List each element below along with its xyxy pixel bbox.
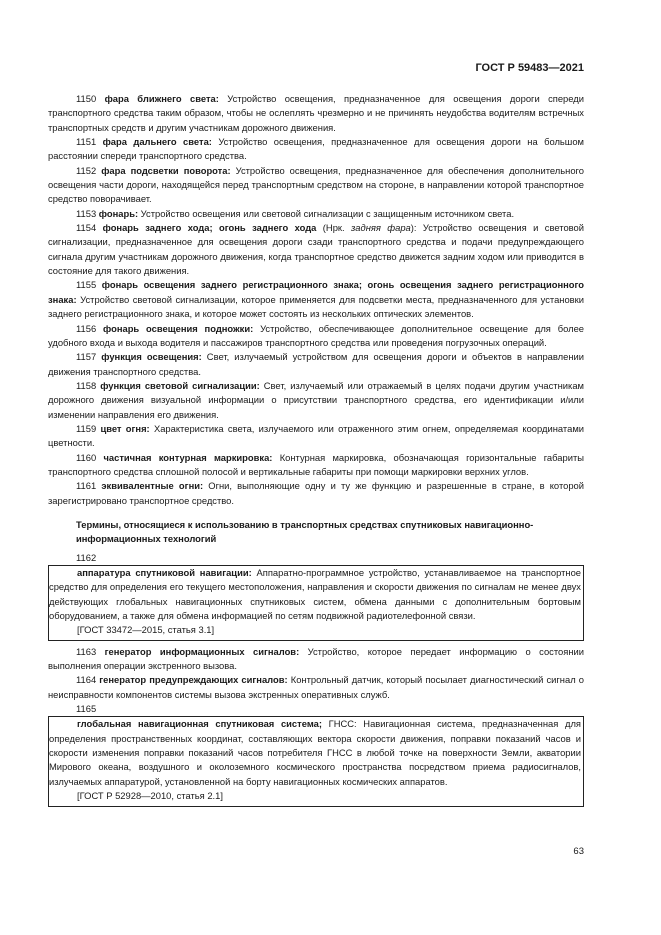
entry-definition: Свет, излучаемый устройством для освещения дороги и объектов в направлении движения транспортного средства. <box>48 351 584 377</box>
entry-term: фара подсветки поворота: <box>101 164 231 176</box>
entry-number: 1152 <box>76 164 97 176</box>
entry-number: 1151 <box>76 136 97 148</box>
entry-definition: Характеристика света, излучаемого или отраженного этим огнем, определяемая координатами цветности. <box>48 422 584 449</box>
entry-number: 1164 <box>76 674 97 686</box>
term-entry <box>48 422 584 451</box>
entry-term: фара ближнего света: <box>104 93 219 104</box>
term-entries-list-2 <box>48 645 584 702</box>
entry-term: фара дальнего света: <box>102 136 212 148</box>
box2-source: [ГОСТ Р 52928—2010, статья 2.1] <box>77 790 223 802</box>
term-entry <box>48 278 584 321</box>
entry-definition: Устройство, которое передает информацию о состоянии выполнения операции экстренного вызова. <box>48 645 584 672</box>
term-entry <box>48 135 584 164</box>
entry-term: частичная контурная маркировка: <box>103 451 273 463</box>
box1-number: 1162 <box>76 551 97 563</box>
box2-def: ГНСС: Навигационная система, предназначенная для определения пространственных координат, составляющих вектора скорости движения, поправки показаний часов и скорости изменения поправки показаний часов потребителя ГНСС в любой точке на поверхности Земли, акватории Мирового океана, воздушного и околоземного космического пространства посредством приема радиосигналов, излучаемых аппаратурой, установленной на борту навигационных космических аппаратов. <box>49 718 581 787</box>
entry-number: 1157 <box>76 351 97 363</box>
term-entries-list <box>48 92 584 508</box>
term-entry <box>48 92 584 135</box>
entry-term: функция освещения: <box>101 351 202 363</box>
entry-number: 1163 <box>76 645 97 657</box>
entry-definition: Устройство освещения или световой сигнализации с защищенным источником света. <box>138 207 515 219</box>
entry-definition: Устройство, обеспечивающее дополнительное освещение для более удобного входа и выхода водителя и пассажиров транспортного средства или проведения погрузочных операций. <box>48 322 584 348</box>
entry-def-prefix: (Нрк. <box>316 222 352 234</box>
section-title: Термины, относящиеся к использованию в транспортных средствах спутниковых навигационно-информационных технологий <box>76 518 534 545</box>
entry-number: 1158 <box>76 379 97 391</box>
entry-number: 1160 <box>76 451 97 463</box>
term-box-1162 <box>48 565 584 641</box>
document-body <box>48 92 584 807</box>
entry-definition: Устройство освещения, предназначенное для освещения дороги спереди транспортного средства таким образом, чтобы не ослеплять чрезмерно и не причинять неудобства водителям встречных транспортных средств и другим участникам дорожного движения. <box>48 93 584 133</box>
term-entry <box>48 164 584 207</box>
entry-term: функция световой сигнализации: <box>100 379 260 391</box>
page-number: 63 <box>573 846 584 857</box>
entry-term: фонарь: <box>98 207 139 219</box>
entry-deprecated-term: задняя фара <box>351 222 411 234</box>
term-entry <box>48 207 584 221</box>
entry-term: фонарь освещения заднего регистрационного знака; огонь освещения заднего регистрационного знака: <box>48 279 584 305</box>
entry-term: генератор предупреждающих сигналов: <box>99 674 288 686</box>
term-entry <box>48 451 584 480</box>
entry-term: фонарь заднего хода; огонь заднего хода <box>102 222 317 234</box>
term-entry <box>48 350 584 379</box>
box1-term: аппаратура спутниковой навигации: <box>77 567 252 578</box>
entry-definition: Контурная маркировка, обозначающая горизонтальные габариты транспортного средства сплошной полосой и вертикальные габариты при помощи маркировки верхних углов. <box>48 451 584 477</box>
entry-number: 1159 <box>76 422 97 434</box>
box2-term: глобальная навигационная спутниковая система; <box>77 718 322 730</box>
entry-number: 1154 <box>76 222 97 234</box>
term-entry <box>48 322 584 351</box>
box2-number: 1165 <box>76 703 97 715</box>
entry-definition: Свет, излучаемый или отражаемый в целях подачи другим участникам дорожного движения визуальной информации о присутствии транспортного средства, его идентификации и/или изменении направления его движения. <box>48 379 584 420</box>
entry-definition: Контрольный датчик, который посылает диагностический сигнал о неисправности компонентов системы вызова экстренных оперативных служб. <box>48 674 584 700</box>
entry-term: генератор информационных сигналов: <box>104 645 300 657</box>
term-entry <box>48 379 584 422</box>
box1-def: Аппаратно-программное устройство, устанавливаемое на транспортное средство для определения его текущего местоположения, направления и скорости движения по сигналам не менее двух действующих глобальных навигационных спутниковых систем, обмена данными с дополнительным бортовым оборудованием, а также для обмена информацией по сетям подвижной радиотелефонной связи. <box>49 567 582 622</box>
term-entry <box>48 645 584 674</box>
entry-number: 1155 <box>76 279 97 291</box>
box1-definition <box>49 566 581 623</box>
entry-definition: Огни, выполняющие одну и ту же функцию и разрешенные в стране, в которой зарегистрировано транспортное средство. <box>48 480 585 506</box>
term-entry <box>48 221 584 278</box>
box1-source: [ГОСТ 33472—2015, статья 3.1] <box>77 624 215 636</box>
entry-number: 1153 <box>76 207 97 219</box>
entry-number: 1156 <box>76 322 97 334</box>
entry-term: цвет огня: <box>100 422 150 434</box>
term-entry <box>48 673 584 702</box>
entry-number: 1150 <box>76 93 97 104</box>
entry-definition: Устройство освещения, предназначенное для освещения дороги на большом расстоянии спереди транспортного средства. <box>48 136 584 162</box>
document-header: ГОСТ Р 59483—2021 <box>475 62 584 74</box>
entry-definition: Устройство освещения, предназначенное для обеспечения дополнительного освещения части дороги, находящейся перед транспортным средством на стороне, в направлении которой транспортное средство поворачивает. <box>48 164 584 205</box>
term-box-1165 <box>48 716 584 806</box>
entry-definition: Устройство световой сигнализации, которое применяется для подсветки места, предназначенного для установки заднего регистрационного знака, и которое может состоять из нескольких оптических элементов. <box>48 293 584 320</box>
entry-term: эквивалентные огни: <box>101 480 204 492</box>
entry-term: фонарь освещения подножки: <box>103 322 254 334</box>
box2-definition <box>49 717 581 789</box>
entry-number: 1161 <box>76 480 97 492</box>
entry-definition: ): Устройство освещения и световой сигнализации, предназначенное для освещения дороги сзади транспортного средства и подачи предупреждающего сигнала другим участникам дорожного движения, когда транспортное средство движется задним ходом или приводится в состояние для такого движения. <box>48 222 584 277</box>
term-entry <box>48 479 584 508</box>
